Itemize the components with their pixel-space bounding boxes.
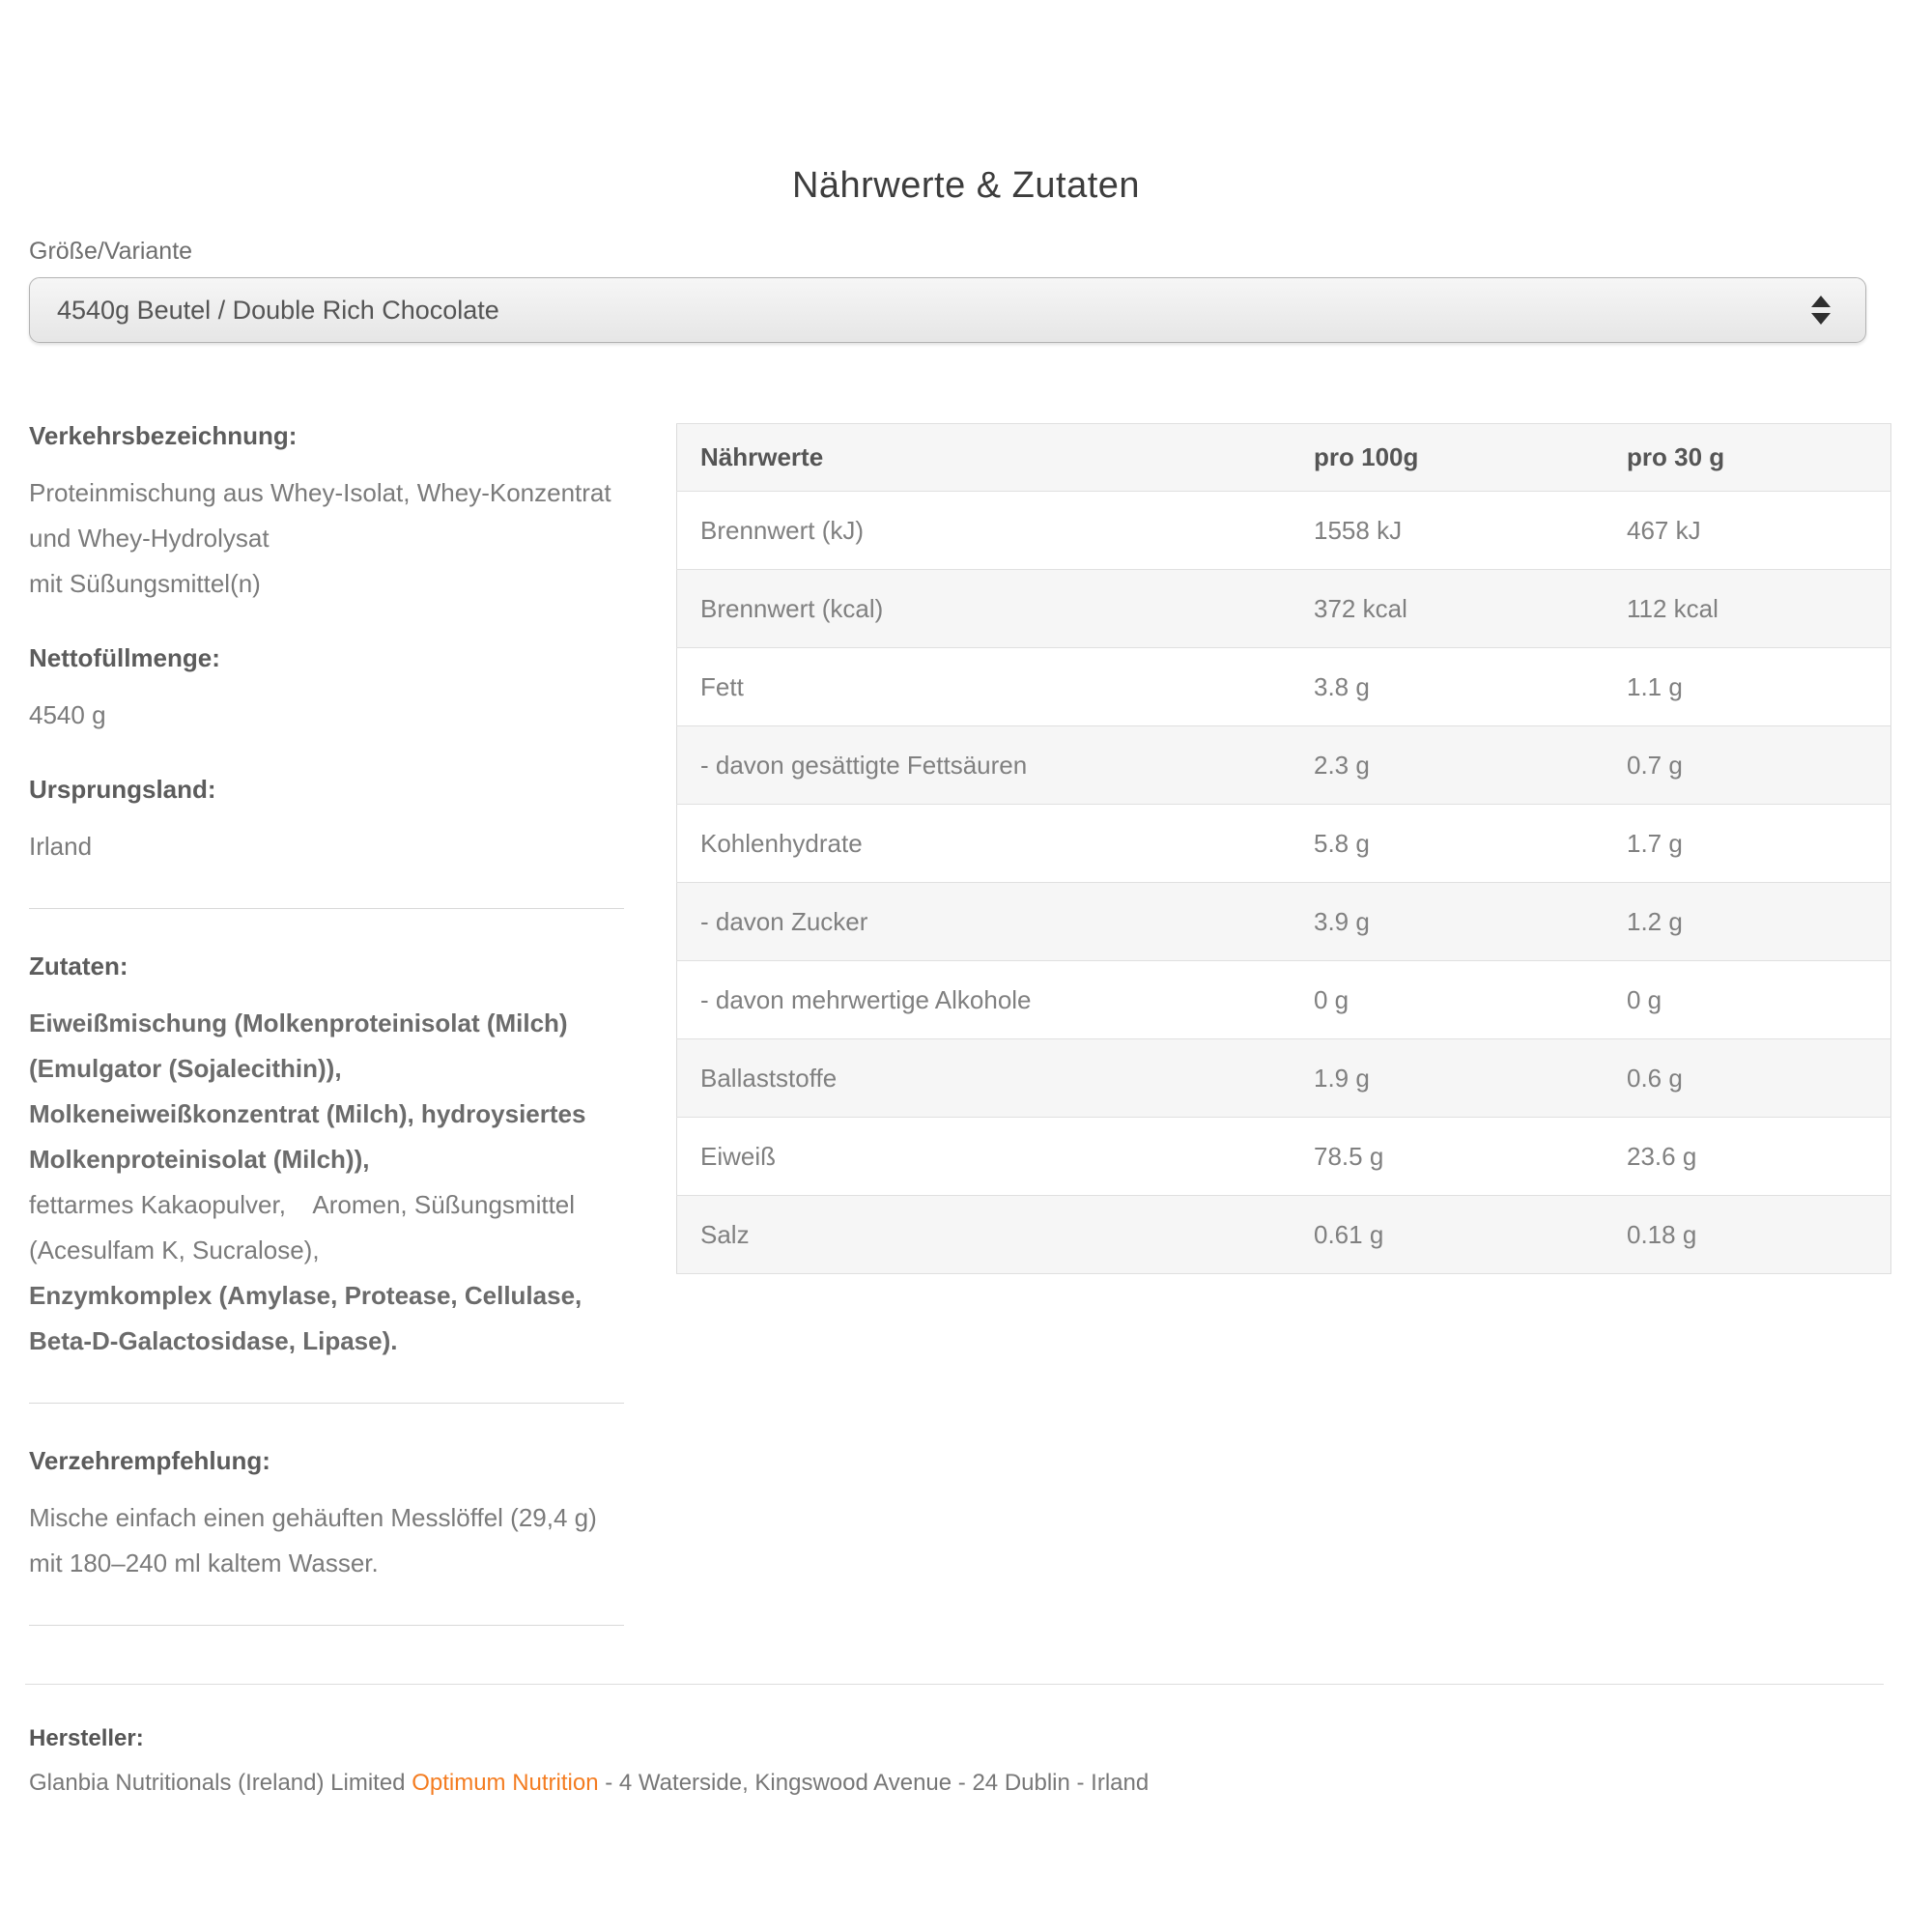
row-value-per-30g: 1.2 g xyxy=(1611,883,1891,961)
row-value-per-30g: 0.7 g xyxy=(1611,726,1891,805)
column-header-pro-30g: pro 30 g xyxy=(1611,424,1891,492)
row-label: - davon Zucker xyxy=(677,883,1297,961)
page-title: Nährwerte & Zutaten xyxy=(791,165,1141,207)
row-value-per-100g: 3.8 g xyxy=(1296,648,1611,726)
product-info-column xyxy=(29,413,624,1661)
verkehrsbezeichnung-heading: Verkehrsbezeichnung: xyxy=(29,421,298,450)
row-value-per-30g: 1.1 g xyxy=(1611,648,1891,726)
nutrition-table-body xyxy=(677,492,1891,1274)
hersteller-line xyxy=(29,1770,1149,1797)
column-header-naehrwerte: Nährwerte xyxy=(677,424,1297,492)
row-label: Brennwert (kJ) xyxy=(677,492,1297,570)
table-row xyxy=(677,805,1891,883)
row-value-per-100g: 0 g xyxy=(1296,961,1611,1039)
ursprungsland-value: Irland xyxy=(29,832,93,861)
zutaten-segment-protein: Eiweißmischung (Molkenproteinisolat (Milch) (Emulgator (Sojalecithin)), Molkeneiweißkonzentrat (Milch), hydroysiertes Molkenproteinisolat (Milch)), xyxy=(29,1009,586,1174)
zutaten-segment-enzymes: Enzymkomplex (Amylase, Protease, Cellulase, Beta-D-Galactosidase, Lipase). xyxy=(29,1281,582,1355)
verzehrempfehlung-text: Mische einfach einen gehäuften Messlöffel (29,4 g) mit 180–240 ml kaltem Wasser. xyxy=(29,1503,597,1577)
row-label: - davon gesättigte Fettsäuren xyxy=(677,726,1297,805)
row-value-per-30g: 0.6 g xyxy=(1611,1039,1891,1118)
section-divider xyxy=(29,908,624,909)
row-label: - davon mehrwertige Alkohole xyxy=(677,961,1297,1039)
table-row xyxy=(677,726,1891,805)
row-value-per-30g: 0 g xyxy=(1611,961,1891,1039)
column-header-pro-100g: pro 100g xyxy=(1296,424,1611,492)
row-label: Ballaststoffe xyxy=(677,1039,1297,1118)
nutrition-table-header xyxy=(677,424,1891,492)
arrow-down-icon xyxy=(1811,313,1831,325)
row-value-per-30g: 467 kJ xyxy=(1611,492,1891,570)
verzehrempfehlung-heading: Verzehrempfehlung: xyxy=(29,1446,270,1475)
arrow-up-icon xyxy=(1811,296,1831,307)
row-label: Brennwert (kcal) xyxy=(677,570,1297,648)
select-arrows-icon xyxy=(1811,296,1831,325)
row-value-per-30g: 0.18 g xyxy=(1611,1196,1891,1274)
row-value-per-100g: 372 kcal xyxy=(1296,570,1611,648)
row-value-per-100g: 3.9 g xyxy=(1296,883,1611,961)
row-value-per-100g: 78.5 g xyxy=(1296,1118,1611,1196)
table-row xyxy=(677,961,1891,1039)
table-row xyxy=(677,883,1891,961)
nutrition-table xyxy=(676,423,1891,1274)
zutaten-text xyxy=(29,1001,624,1364)
variant-label: Größe/Variante xyxy=(29,238,193,265)
variant-select-dropdown[interactable] xyxy=(29,277,1866,343)
hersteller-text-before: Glanbia Nutritionals (Ireland) Limited xyxy=(29,1770,412,1796)
row-label: Eiweiß xyxy=(677,1118,1297,1196)
hersteller-heading: Hersteller: xyxy=(29,1725,144,1751)
nettofuellmenge-value: 4540 g xyxy=(29,700,106,729)
footer-divider xyxy=(25,1684,1884,1685)
table-row xyxy=(677,570,1891,648)
table-row xyxy=(677,492,1891,570)
row-value-per-30g: 23.6 g xyxy=(1611,1118,1891,1196)
verkehrsbezeichnung-line2: mit Süßungsmittel(n) xyxy=(29,569,261,598)
row-value-per-30g: 1.7 g xyxy=(1611,805,1891,883)
row-label: Salz xyxy=(677,1196,1297,1274)
table-row xyxy=(677,1118,1891,1196)
row-label: Fett xyxy=(677,648,1297,726)
zutaten-segment-additives: fettarmes Kakaopulver, Aromen, Süßungsmittel (Acesulfam K, Sucralose), xyxy=(29,1190,582,1264)
hersteller-text-after: - 4 Waterside, Kingswood Avenue - 24 Dublin - Irland xyxy=(598,1770,1150,1796)
table-row xyxy=(677,1196,1891,1274)
section-divider xyxy=(29,1625,624,1626)
row-value-per-100g: 5.8 g xyxy=(1296,805,1611,883)
table-row xyxy=(677,1039,1891,1118)
row-value-per-30g: 112 kcal xyxy=(1611,570,1891,648)
variant-selected-value: 4540g Beutel / Double Rich Chocolate xyxy=(57,295,499,325)
table-header-row xyxy=(677,424,1891,492)
section-divider xyxy=(29,1403,624,1404)
row-value-per-100g: 2.3 g xyxy=(1296,726,1611,805)
verkehrsbezeichnung-text xyxy=(29,470,624,607)
table-row xyxy=(677,648,1891,726)
verkehrsbezeichnung-line1: Proteinmischung aus Whey-Isolat, Whey-Konzentrat und Whey-Hydrolysat xyxy=(29,478,611,553)
nettofuellmenge-heading: Nettofüllmenge: xyxy=(29,643,220,672)
row-label: Kohlenhydrate xyxy=(677,805,1297,883)
zutaten-heading: Zutaten: xyxy=(29,952,128,980)
ursprungsland-heading: Ursprungsland: xyxy=(29,775,216,804)
row-value-per-100g: 1558 kJ xyxy=(1296,492,1611,570)
row-value-per-100g: 0.61 g xyxy=(1296,1196,1611,1274)
row-value-per-100g: 1.9 g xyxy=(1296,1039,1611,1118)
optimum-nutrition-link[interactable]: Optimum Nutrition xyxy=(412,1770,599,1796)
